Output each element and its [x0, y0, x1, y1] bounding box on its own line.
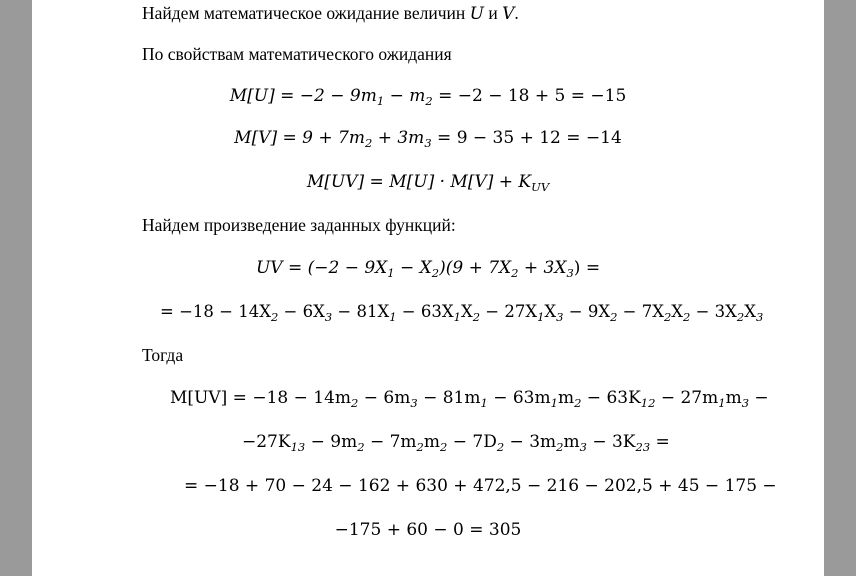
subscript: 1 — [453, 310, 461, 325]
eq-part: M[V] = 9 + 7m — [234, 128, 365, 148]
eq-part: − 6m — [358, 388, 411, 408]
document-page — [32, 0, 824, 576]
subscript: 2 — [663, 310, 672, 325]
eq-part: )(9 + 7X — [439, 258, 512, 278]
eq-part: − 7m — [364, 432, 417, 452]
subscript: 1 — [387, 266, 395, 281]
eq-part: − 7X — [617, 302, 664, 321]
eq-part: m — [563, 432, 580, 452]
eq-part: = 9 − 35 + 12 = −14 — [431, 128, 622, 148]
eq-part: m — [423, 432, 440, 452]
paragraph-properties: По свойствам математического ожидания — [142, 44, 452, 64]
paragraph-product: Найдем произведение заданных функций: — [142, 215, 456, 235]
eq-part: − 63K — [581, 388, 641, 408]
eq-part: = — [650, 432, 670, 452]
eq-part: − 81m — [417, 388, 481, 408]
eq-part: M[UV] = M[U] · M[V] + K — [306, 172, 532, 192]
equation-mu — [32, 86, 824, 109]
subscript: 2 — [472, 310, 481, 325]
subscript: 13 — [290, 440, 306, 455]
subscript: 1 — [550, 396, 558, 411]
equation-mv — [32, 128, 824, 151]
subscript: 2 — [351, 396, 359, 411]
eq-part: − 63m — [487, 388, 551, 408]
eq-part: + 3X — [518, 258, 567, 278]
subscript: 2 — [511, 266, 519, 281]
eq-part: − 3m — [504, 432, 557, 452]
subscript: 1 — [389, 310, 397, 325]
eq-part: − 9m — [305, 432, 358, 452]
eq-part: m — [725, 388, 742, 408]
eq-part: − 3K — [586, 432, 636, 452]
eq-part: M[UV] = −18 − 14m — [170, 388, 352, 408]
subscript: 3 — [756, 310, 764, 325]
subscript: 2 — [440, 440, 448, 455]
subscript: 12 — [640, 396, 656, 411]
eq-part: M[U] = −2 − 9m — [229, 86, 377, 106]
equation-numeric-2: −175 + 60 − 0 = 305 — [334, 520, 522, 540]
subscript: 2 — [496, 440, 505, 455]
eq-part: − 7D — [447, 432, 497, 452]
equation-muv-expanded-2 — [242, 432, 670, 455]
eq-part: = −2 − 18 + 5 = −15 — [432, 86, 627, 106]
subscript: 3 — [424, 136, 432, 151]
eq-part: − 27m — [655, 388, 719, 408]
eq-part: −27K — [242, 432, 291, 452]
var-u: U — [469, 4, 484, 24]
subscript: 3 — [556, 310, 564, 325]
equation-numeric-1: = −18 + 70 − 24 − 162 + 630 + 472,5 − 216 − 202,5 + 45 − 175 − — [184, 476, 777, 496]
subscript: 2 — [610, 310, 618, 325]
eq-part: X — [671, 302, 684, 321]
eq-part: = −18 − 14X — [160, 302, 271, 321]
subscript: 1 — [480, 396, 488, 411]
subscript: 2 — [357, 440, 365, 455]
subscript: 1 — [376, 94, 385, 109]
eq-part: X — [744, 302, 756, 321]
eq-part: UV = (−2 − 9X — [255, 258, 388, 278]
conj-and: и — [488, 3, 498, 23]
subscript: 2 — [416, 440, 424, 455]
eq-part: m — [557, 388, 575, 408]
eq-part: − 9X — [563, 302, 611, 321]
subscript: 3 — [324, 310, 333, 325]
paragraph-then: Тогда — [142, 345, 184, 365]
subscript: 23 — [635, 440, 651, 455]
subscript: 3 — [410, 396, 418, 411]
subscript: 2 — [683, 310, 691, 325]
paragraph-intro — [142, 3, 519, 24]
eq-part: − 27X — [480, 302, 538, 321]
equation-muv — [32, 172, 824, 195]
equation-muv-expanded-1 — [170, 388, 769, 411]
subscript: 1 — [537, 310, 545, 325]
eq-part: − 81X — [332, 302, 390, 321]
subscript: 2 — [736, 310, 745, 325]
subscript: 2 — [270, 310, 279, 325]
subscript: 3 — [741, 396, 750, 411]
eq-part: − X — [394, 258, 432, 278]
eq-part: + 3m — [372, 128, 425, 148]
period: . — [514, 3, 519, 23]
eq-part: − 6X — [278, 302, 325, 321]
equation-expansion — [160, 302, 764, 325]
equation-uv — [32, 258, 824, 281]
eq-part: − 63X — [396, 302, 454, 321]
subscript: 3 — [579, 440, 587, 455]
eq-part: X — [460, 302, 473, 321]
paragraph-intro-text: Найдем математическое ожидание величин — [142, 3, 466, 23]
eq-part: − 3X — [690, 302, 737, 321]
subscript: 2 — [425, 94, 433, 109]
eq-part: − m — [384, 86, 426, 106]
subscript: 2 — [364, 136, 373, 151]
eq-part: − — [749, 388, 769, 408]
subscript: 2 — [556, 440, 564, 455]
eq-part: ) = — [573, 258, 601, 278]
subscript: 3 — [566, 266, 574, 281]
subscript: UV — [531, 180, 550, 195]
eq-part: X — [544, 302, 557, 321]
subscript: 2 — [574, 396, 582, 411]
subscript: 1 — [718, 396, 726, 411]
subscript: 2 — [431, 266, 440, 281]
var-v: V — [502, 4, 515, 24]
